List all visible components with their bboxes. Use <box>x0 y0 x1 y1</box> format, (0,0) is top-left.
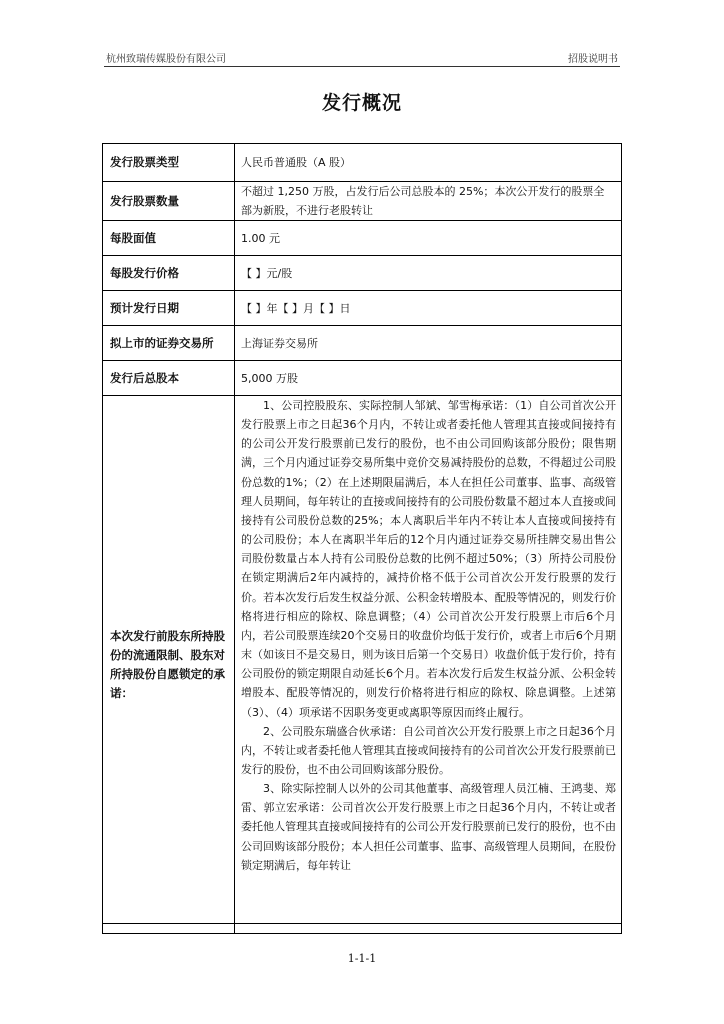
commitment-paragraph: 3、除实际控制人以外的公司其他董事、高级管理人员江楠、王鸿斐、郑雷、郭立宏承诺：公司首次公开发行股票上市之日起36个月内，不转让或者委托他人管理其直接或间接持有的公司公开发行股票前已发行的股份，也不由公司回购该部分股份；本人担任公司董事、监事、高级管理人员期间，在股份锁定期满后，每年转让 <box>241 782 616 872</box>
page-number: 1-1-1 <box>347 952 377 965</box>
row-label: 预计发行日期 <box>103 291 235 326</box>
table-row <box>103 256 622 291</box>
table-row <box>103 396 622 934</box>
header-divider <box>104 66 620 67</box>
table-row <box>103 182 622 221</box>
row-label: 每股面值 <box>103 221 235 256</box>
row-label: 发行股票数量 <box>103 182 235 221</box>
table-row <box>103 291 622 326</box>
table-row <box>103 144 622 182</box>
row-value: 人民币普通股（A 股） <box>235 144 622 182</box>
company-name: 杭州致瑞传媒股份有限公司 <box>106 54 226 65</box>
row-label: 发行股票类型 <box>103 144 235 182</box>
row-label: 拟上市的证券交易所 <box>103 326 235 361</box>
table-row <box>103 221 622 256</box>
table-row <box>103 361 622 396</box>
row-label: 每股发行价格 <box>103 256 235 291</box>
row-value: 不超过 1,250 万股，占发行后公司总股本的 25%；本次公开发行的股票全部为新股，不进行老股转让 <box>235 182 622 221</box>
commitment-text <box>235 396 622 934</box>
table-row <box>103 326 622 361</box>
row-value: 上海证券交易所 <box>235 326 622 361</box>
row-value: 1.00 元 <box>235 221 622 256</box>
commitment-paragraph: 1、公司控股股东、实际控制人邹斌、邹雪梅承诺：（1）自公司首次公开发行股票上市之日起36个月内，不转让或者委托他人管理其直接或间接持有的公司公开发行股票前已发行的股份，也不由公司回购该部分股份；限售期满，三个月内通过证券交易所集中竞价交易减持股份的总数，不得超过公司股份总数的1%；（2）在上述期限届满后，本人在担任公司董事、监事、高级管理人员期间，每年转让的直接或间接持有的公司股份数量不超过本人直接或间接持有公司股份总数的25%；本人离职后半年内不转让本人直接或间接持有的公司股份；本人在离职半年后的12个月内通过证券交易所挂牌交易出售公司股份数量占本人持有公司股份总数的比例不超过50%；（3）所持公司股份在锁定期满后2年内减持的，减持价格不低于公司首次公开发行股票的发行价。若本次发行后发生权益分派、公积金转增股本、配股等情况的，则发行价格将进行相应的除权、除息调整；（4）公司首次公开发行股票上市后6个月内，若公司股票连续20个交易日的收盘价均低于发行价，或者上市后6个月期末（如该日不是交易日，则为该日后第一个交易日）收盘价低于发行价，持有公司股份的锁定期限自动延长6个月。若本次发行后发生权益分派、公积金转增股本、配股等情况的，则发行价格将进行相应的除权、除息调整。上述第（3）、（4）项承诺不因职务变更或离职等原因而终止履行。 <box>241 399 616 719</box>
row-value: 【 】年【 】月【 】日 <box>235 291 622 326</box>
row-label: 发行后总股本 <box>103 361 235 396</box>
commitment-label: 本次发行前股东所持股份的流通限制、股东对所持股份自愿锁定的承诺： <box>103 396 235 934</box>
offering-overview-table <box>102 143 622 934</box>
page-title: 发行概况 <box>321 92 402 114</box>
row-value: 【 】元/股 <box>235 256 622 291</box>
commitment-paragraph: 2、公司股东瑞盛合伙承诺：自公司首次公开发行股票上市之日起36个月内，不转让或者委托他人管理其直接或间接持有的公司首次公开发行股票前已发行的股份，也不由公司回购该部分股份。 <box>241 724 616 776</box>
document-type: 招股说明书 <box>568 54 618 65</box>
row-value: 5,000 万股 <box>235 361 622 396</box>
footer-divider <box>102 923 622 924</box>
page-header <box>104 50 620 66</box>
